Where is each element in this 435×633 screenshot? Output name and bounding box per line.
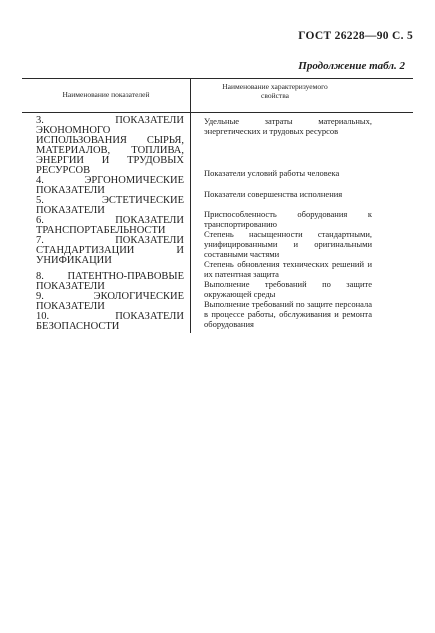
table-column-divider — [190, 78, 191, 333]
indicator-row: 9. ЭКОЛОГИЧЕСКИЕ ПОКАЗАТЕЛИ — [36, 291, 184, 312]
indicator-row: 3. ПОКАЗАТЕЛИ ЭКОНОМНОГО ИСПОЛЬЗОВАНИЯ СЫРЬЯ, МАТЕРИАЛОВ, ТОПЛИВА, ЭНЕРГИИ И ТРУДОВЫХ РЕСУРСОВ — [36, 115, 184, 176]
properties-column — [204, 116, 372, 329]
indicator-row: 5. ЭСТЕТИЧЕСКИЕ ПОКАЗАТЕЛИ — [36, 195, 184, 216]
property-row: Степень обновления технических решений и их патентная защита — [204, 259, 372, 279]
indicator-row: 6. ПОКАЗАТЕЛИ ТРАНСПОРТАБЕЛЬНОСТИ — [36, 215, 184, 236]
indicator-row: 4. ЭРГОНОМИЧЕСКИЕ ПОКАЗАТЕЛИ — [36, 175, 184, 196]
property-row: Приспособленность оборудования к транспортированию — [204, 209, 372, 229]
property-row: Удельные затраты материальных, энергетических и трудовых ресурсов — [204, 116, 372, 136]
column-header-property: Наименование характеризуемого свойства — [222, 82, 328, 100]
property-row: Выполнение требований по защите персонала в процессе работы, обслуживания и ремонта оборудования — [204, 299, 372, 329]
table-continuation-label: Продолжение табл. 2 — [298, 60, 405, 72]
property-row: Выполнение требований по защите окружающей среды — [204, 279, 372, 299]
table-header-rule — [22, 112, 413, 113]
table-top-rule — [22, 78, 413, 79]
indicator-row: 8. ПАТЕНТНО-ПРАВОВЫЕ ПОКАЗАТЕЛИ — [36, 271, 184, 292]
standard-header: ГОСТ 26228—90 С. 5 — [298, 30, 413, 42]
property-row: Показатели условий работы человека — [204, 168, 340, 178]
indicator-row: 10. ПОКАЗАТЕЛИ БЕЗОПАСНОСТИ — [36, 311, 184, 332]
indicator-row: 7. ПОКАЗАТЕЛИ СТАНДАРТИЗАЦИИ И УНИФИКАЦИИ — [36, 235, 184, 266]
property-row: Показатели совершенства исполнения — [204, 189, 343, 199]
indicators-column — [36, 116, 184, 332]
column-header-indicators: Наименование показателей — [62, 90, 150, 99]
property-row: Степень насыщенности стандартными, унифицированными и оригинальными составными частями — [204, 229, 372, 259]
